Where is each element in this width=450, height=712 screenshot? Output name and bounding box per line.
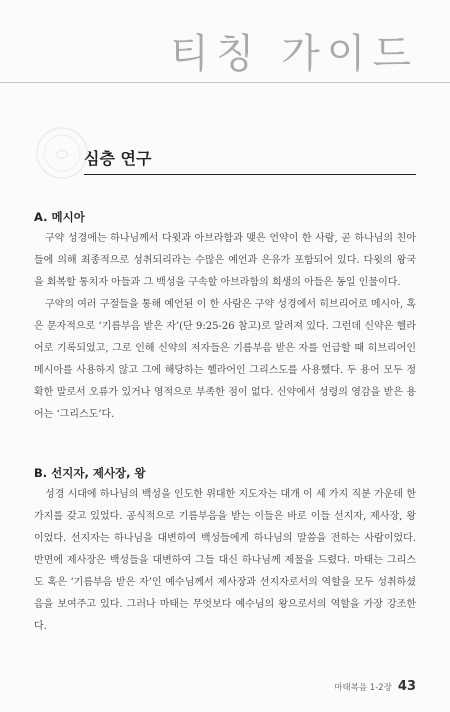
section-divider [84, 174, 416, 175]
page-header-title: 티칭 가이드 [170, 31, 418, 77]
body-paragraph: 구약 성경에는 하나님께서 다윗과 아브라함과 맺은 언약이 한 사람, 곧 하나님의 친아들에 의해 최종적으로 성취되리라는 수많은 예언과 은유가 포함되어 있다. 다윗의 왕국을 회복할 통치자 아들과 그 백성을 구속할 아브라함의 희생의 아들은 동일 인물이다. [34, 233, 416, 288]
body-paragraph: 성경 시대에 하나님의 백성을 인도한 위대한 지도자는 대개 이 세 가지 직분 가운데 한 가지를 갖고 있었다. 공식적으로 기름부음을 받는 이들은 바로 이들 선지자, 제사장, 왕이었다. 선지자는 하나님을 대변하여 백성들에게 하나님의 말씀을 전하는 사람이었다. 반면에 제사장은 백성들을 대변하여 그들 대신 하나님께 제물을 드렸다. 마태는 그리스도 혹은 ‘기름부음 받은 자’인 예수님께서 제사장과 선지자로서의 역할을 모두 성취하셨음을 보여주고 있다. 그러나 마태는 무엇보다 예수님의 왕으로서의 역할을 가장 강조한다. [34, 489, 416, 632]
header-divider [0, 82, 450, 83]
page-footer [334, 675, 416, 694]
subsection-body-offices [34, 484, 416, 638]
footer-chapter: 마태복음 1-2장 [334, 683, 392, 693]
page-number: 43 [397, 679, 416, 694]
subsection-heading-offices: B. 선지자, 제사장, 왕 [34, 466, 146, 480]
seal-emblem-icon [34, 125, 90, 181]
section-title: 심층 연구 [84, 149, 152, 168]
subsection-heading-messiah: A. 메시아 [34, 210, 85, 224]
subsection-body-messiah [34, 228, 416, 426]
body-paragraph: 구약의 여러 구절들을 통해 예언된 이 한 사람은 구약 성경에서 히브리어로 메시아, 혹은 문자적으로 ‘기름부음 받은 자’(단 9:25-26 참고)로 알려져 있다. 그런데 신약은 헬라어로 기록되었고, 그로 인해 신약의 저자들은 기름부음 받은 자를 언급할 때 히브리어인 메시아를 사용하지 않고 그에 해당하는 헬라어인 그리스도를 사용했다. 두 용어 모두 정확한 말로서 오류가 있거나 영적으로 부족한 점이 없다. 신약에서 성령의 영감을 받은 용어는 ‘그리스도’다. [34, 299, 416, 420]
